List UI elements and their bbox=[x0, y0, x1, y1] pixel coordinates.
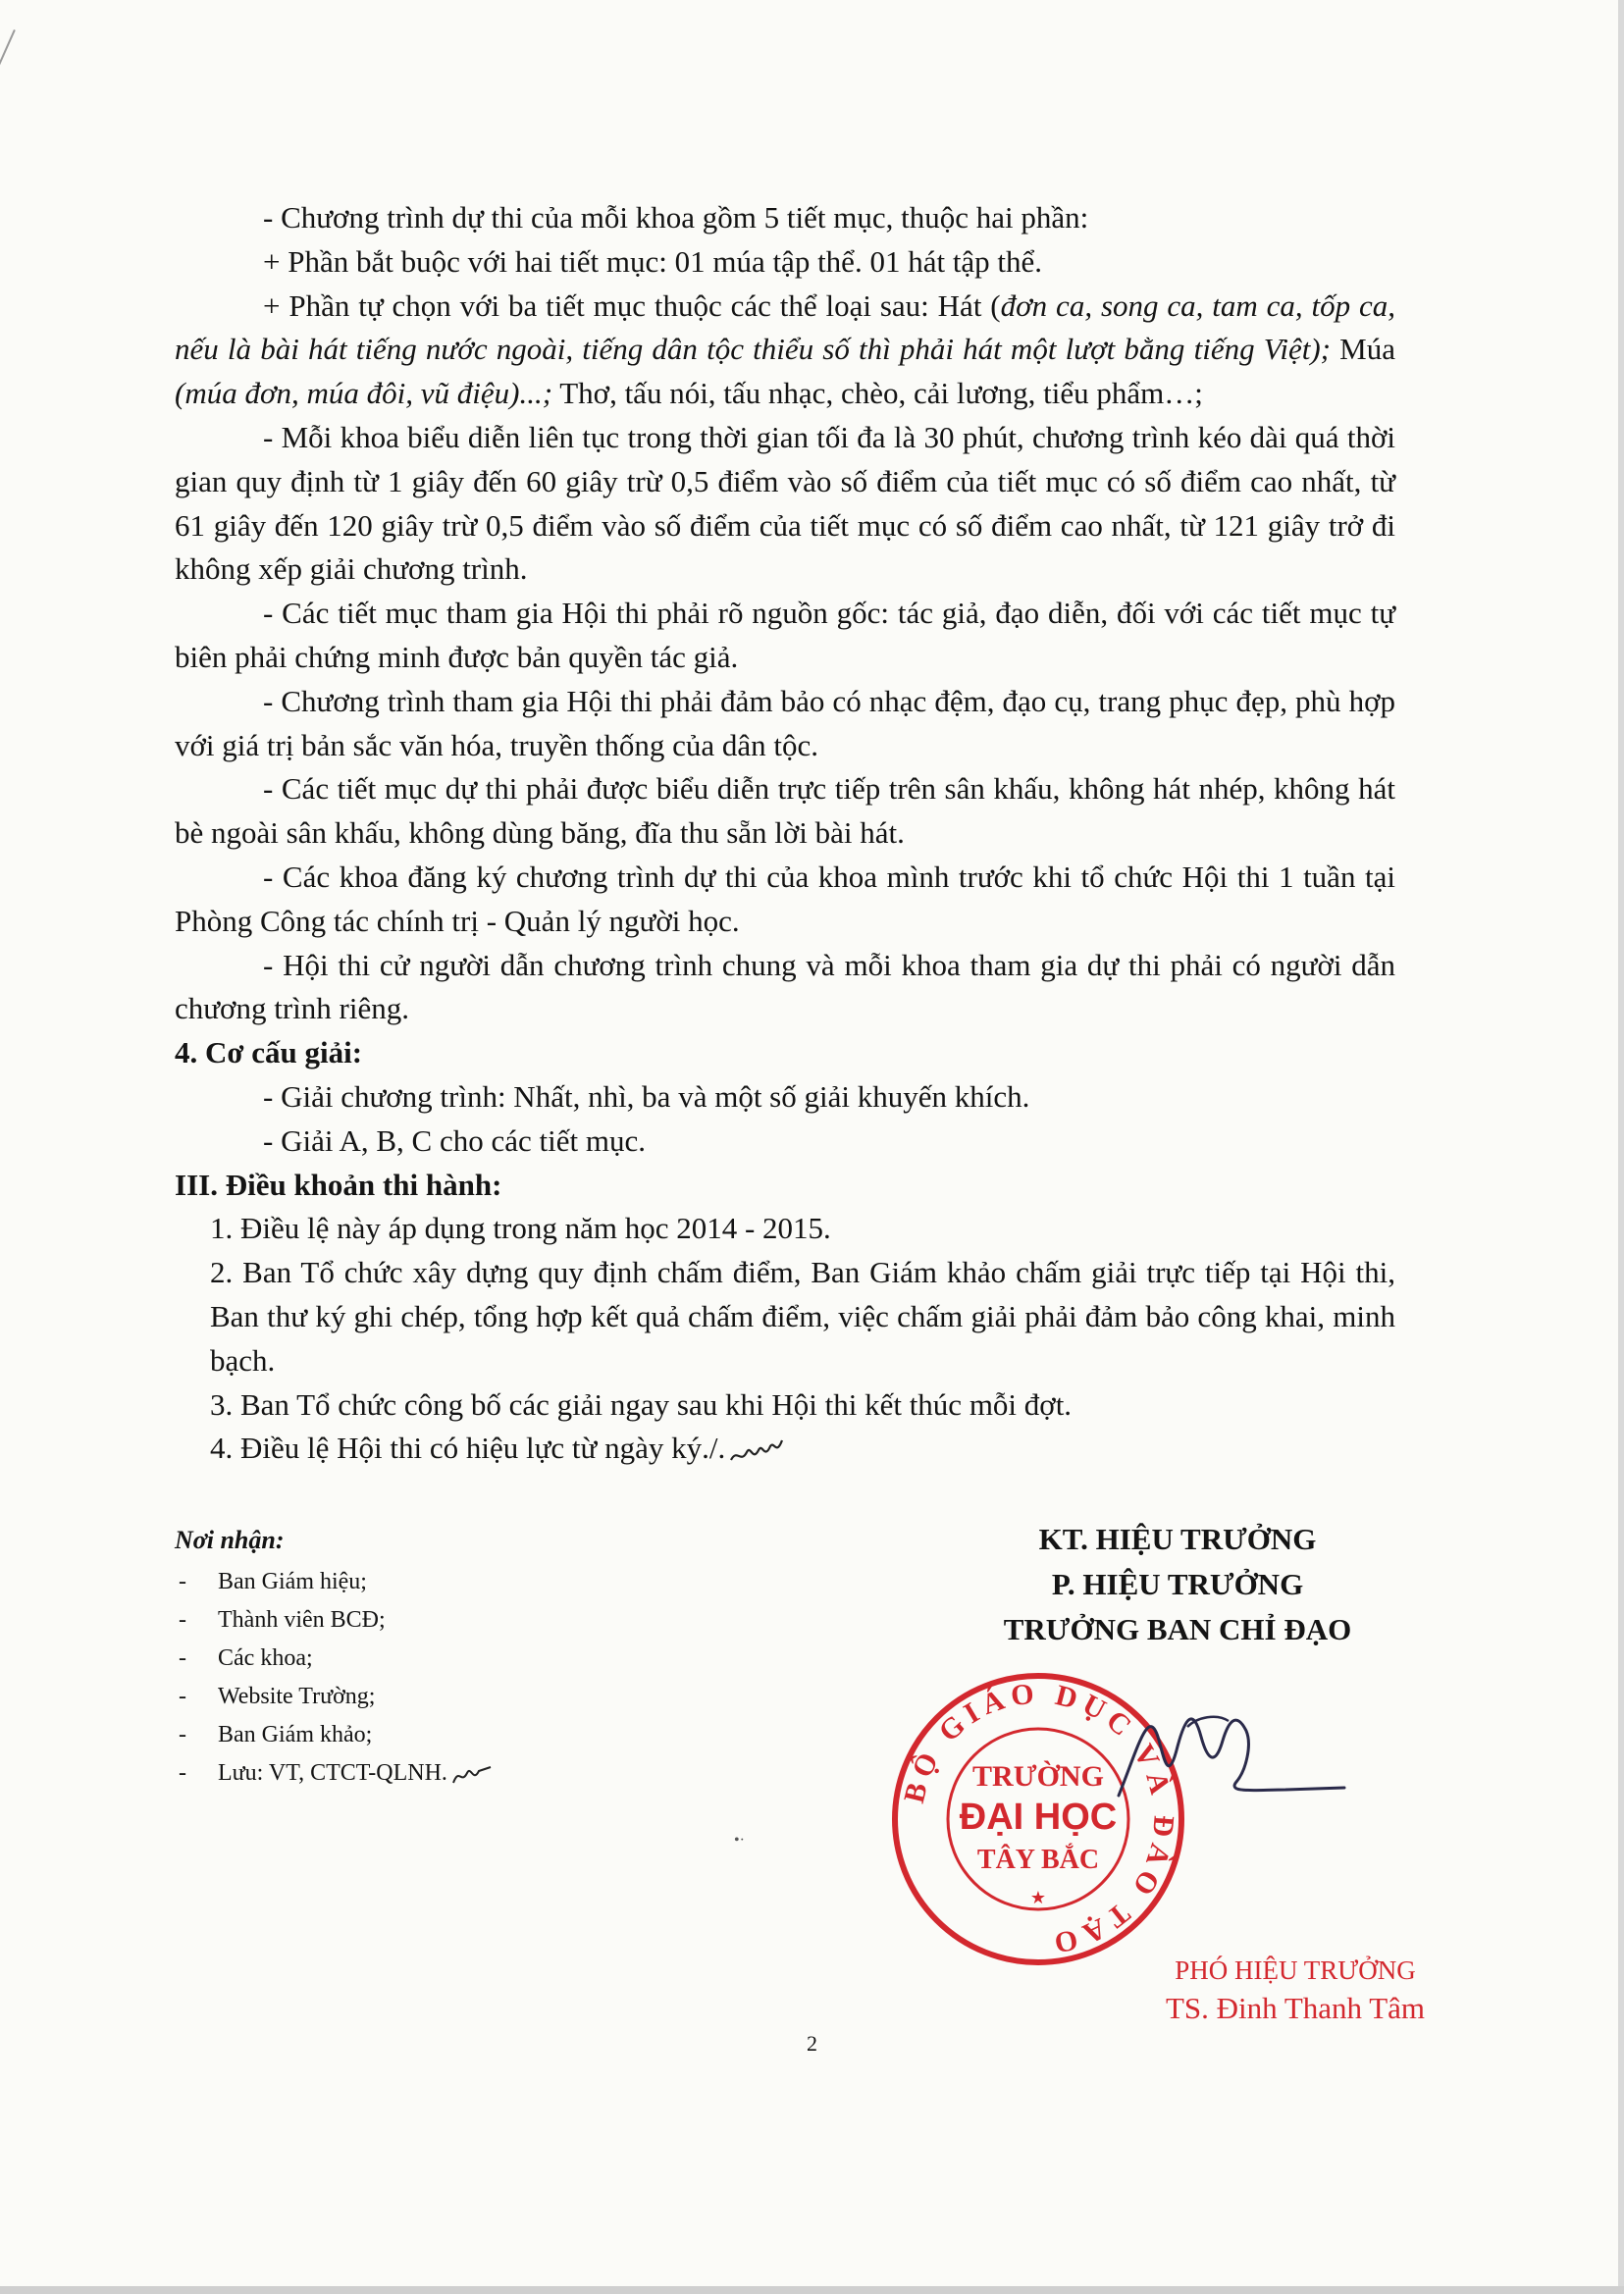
clause-3: 3. Ban Tổ chức công bố các giải ngay sau khi Hội thi kết thúc mỗi đợt. bbox=[210, 1386, 1073, 1422]
clause-4 bbox=[175, 1427, 1395, 1471]
recipient-item: - Thành viên BCĐ; bbox=[175, 1601, 724, 1640]
heading-implementation: III. Điều khoản thi hành: bbox=[175, 1167, 502, 1202]
svg-text:TÂY BẮC: TÂY BẮC bbox=[976, 1845, 1100, 1875]
paragraph-host: - Hội thi cử người dẫn chương trình chung và mỗi khoa tham gia dự thi phải có người dẫn chương trình riêng. bbox=[175, 947, 1395, 1026]
paragraph-mandatory: + Phần bắt buộc với hai tiết mục: 01 múa tập thể. 01 hát tập thể. bbox=[263, 243, 1043, 279]
handwritten-signature-icon bbox=[1099, 1688, 1354, 1835]
scan-speck: •· bbox=[734, 1832, 745, 1849]
page-number: 2 bbox=[807, 2031, 817, 2056]
paragraph-program: - Chương trình dự thi của mỗi khoa gồm 5 tiết mục, thuộc hai phần: bbox=[263, 200, 1089, 235]
initial-mark-icon bbox=[449, 1759, 495, 1789]
recipients-block bbox=[175, 1521, 724, 1793]
svg-text:★: ★ bbox=[1029, 1888, 1047, 1907]
recipient-item: - Ban Giám hiệu; bbox=[175, 1563, 724, 1601]
scan-artifact-line bbox=[0, 29, 16, 228]
signer-block bbox=[1109, 1953, 1482, 2029]
optional-part-a: + Phần tự chọn với ba tiết mục thuộc các thể loại sau: Hát ( bbox=[263, 287, 1001, 323]
svg-text:TRƯỜNG: TRƯỜNG bbox=[972, 1760, 1104, 1793]
svg-text:ĐẠI HỌC: ĐẠI HỌC bbox=[959, 1797, 1118, 1838]
recipient-item: - Website Trường; bbox=[175, 1678, 724, 1716]
paragraph-live: - Các tiết mục dự thi phải được biểu diễn trực tiếp trên sân khấu, không hát nhép, không hát bè ngoài sân khấu, không dùng băng, đĩa thu sẵn lời bài hát. bbox=[175, 771, 1395, 851]
svg-text:BỘ GIÁO DỤC VÀ ĐÀO TẠO: BỘ GIÁO DỤC VÀ ĐÀO TẠO bbox=[897, 1677, 1180, 1961]
recipient-item bbox=[175, 1754, 724, 1793]
sign-line-acting: KT. HIỆU TRƯỞNG bbox=[1038, 1522, 1317, 1556]
paragraph-optional bbox=[175, 285, 1395, 416]
recipients-label: Nơi nhận: bbox=[175, 1526, 285, 1554]
prize-item-abc: - Giải A, B, C cho các tiết mục. bbox=[263, 1122, 646, 1158]
sign-line-committee-head: TRƯỞNG BAN CHỈ ĐẠO bbox=[1003, 1612, 1352, 1646]
paragraph-time-limit: - Mỗi khoa biểu diễn liên tục trong thời gian tối đa là 30 phút, chương trình kéo dài quá thời gian quy định từ 1 giây đến 60 giây trừ 0,5 điểm vào số điểm của tiết mục có số điểm cao nhất, từ 61 giây đến 120 giây trừ 0,5 điểm vào số điểm của tiết mục có số điểm cao nhất, từ 121 giây trở đi không xếp giải chương trình. bbox=[175, 419, 1395, 587]
heading-prize-structure: 4. Cơ cấu giải: bbox=[175, 1035, 363, 1070]
paragraph-registration: - Các khoa đăng ký chương trình dự thi của khoa mình trước khi tổ chức Hội thi 1 tuần tại Phòng Công tác chính trị - Quản lý người học. bbox=[175, 859, 1395, 938]
body-text bbox=[175, 196, 1395, 1471]
prize-item-program: - Giải chương trình: Nhất, nhì, ba và một số giải khuyến khích. bbox=[263, 1078, 1030, 1114]
optional-part-c: Múa bbox=[1331, 332, 1395, 367]
optional-part-d: (múa đơn, múa đôi, vũ điệu)...; bbox=[175, 376, 553, 411]
optional-part-e: Thơ, tấu nói, tấu nhạc, chèo, cải lương, tiểu phẩm…; bbox=[552, 376, 1203, 411]
initial-mark-icon bbox=[727, 1434, 786, 1468]
signer-role: PHÓ HIỆU TRƯỞNG bbox=[1175, 1955, 1416, 1985]
clause-1: 1. Điều lệ này áp dụng trong năm học 2014 - 2015. bbox=[210, 1211, 831, 1246]
optional-part-b: đơn ca, song ca, tam ca, tốp ca, nếu là bài hát tiếng nước ngoài, tiếng dân tộc thiểu số thì phải hát một lượt bằng tiếng Việt); bbox=[175, 287, 1396, 367]
sign-line-vice-rector: P. HIỆU TRƯỞNG bbox=[1051, 1567, 1304, 1601]
scan-edge-bottom bbox=[0, 2286, 1624, 2294]
recipient-item-archive: Lưu: VT, CTCT-QLNH. bbox=[218, 1760, 447, 1786]
signature-title-block bbox=[942, 1517, 1413, 1652]
recipient-item: - Ban Giám khảo; bbox=[175, 1716, 724, 1754]
recipient-item: - Các khoa; bbox=[175, 1640, 724, 1678]
paragraph-props: - Chương trình tham gia Hội thi phải đảm bảo có nhạc đệm, đạo cụ, trang phục đẹp, phù hợp với giá trị bản sắc văn hóa, truyền thống của dân tộc. bbox=[175, 683, 1395, 762]
paragraph-origin: - Các tiết mục tham gia Hội thi phải rõ nguồn gốc: tác giả, đạo diễn, đối với các tiết mục tự biên phải chứng minh được bản quyền tác giả. bbox=[175, 596, 1395, 674]
recipients-list bbox=[175, 1563, 724, 1793]
clause-4-text: 4. Điều lệ Hội thi có hiệu lực từ ngày ký./. bbox=[210, 1431, 726, 1466]
signer-name: TS. Đinh Thanh Tâm bbox=[1165, 1991, 1426, 2025]
clause-2: 2. Ban Tổ chức xây dựng quy định chấm điểm, Ban Giám khảo chấm giải trực tiếp tại Hội thi, Ban thư ký ghi chép, tổng hợp kết quả chấm điểm, việc chấm giải phải đảm bảo công khai, minh bạch. bbox=[210, 1255, 1395, 1378]
scan-edge-right bbox=[1618, 0, 1624, 2294]
